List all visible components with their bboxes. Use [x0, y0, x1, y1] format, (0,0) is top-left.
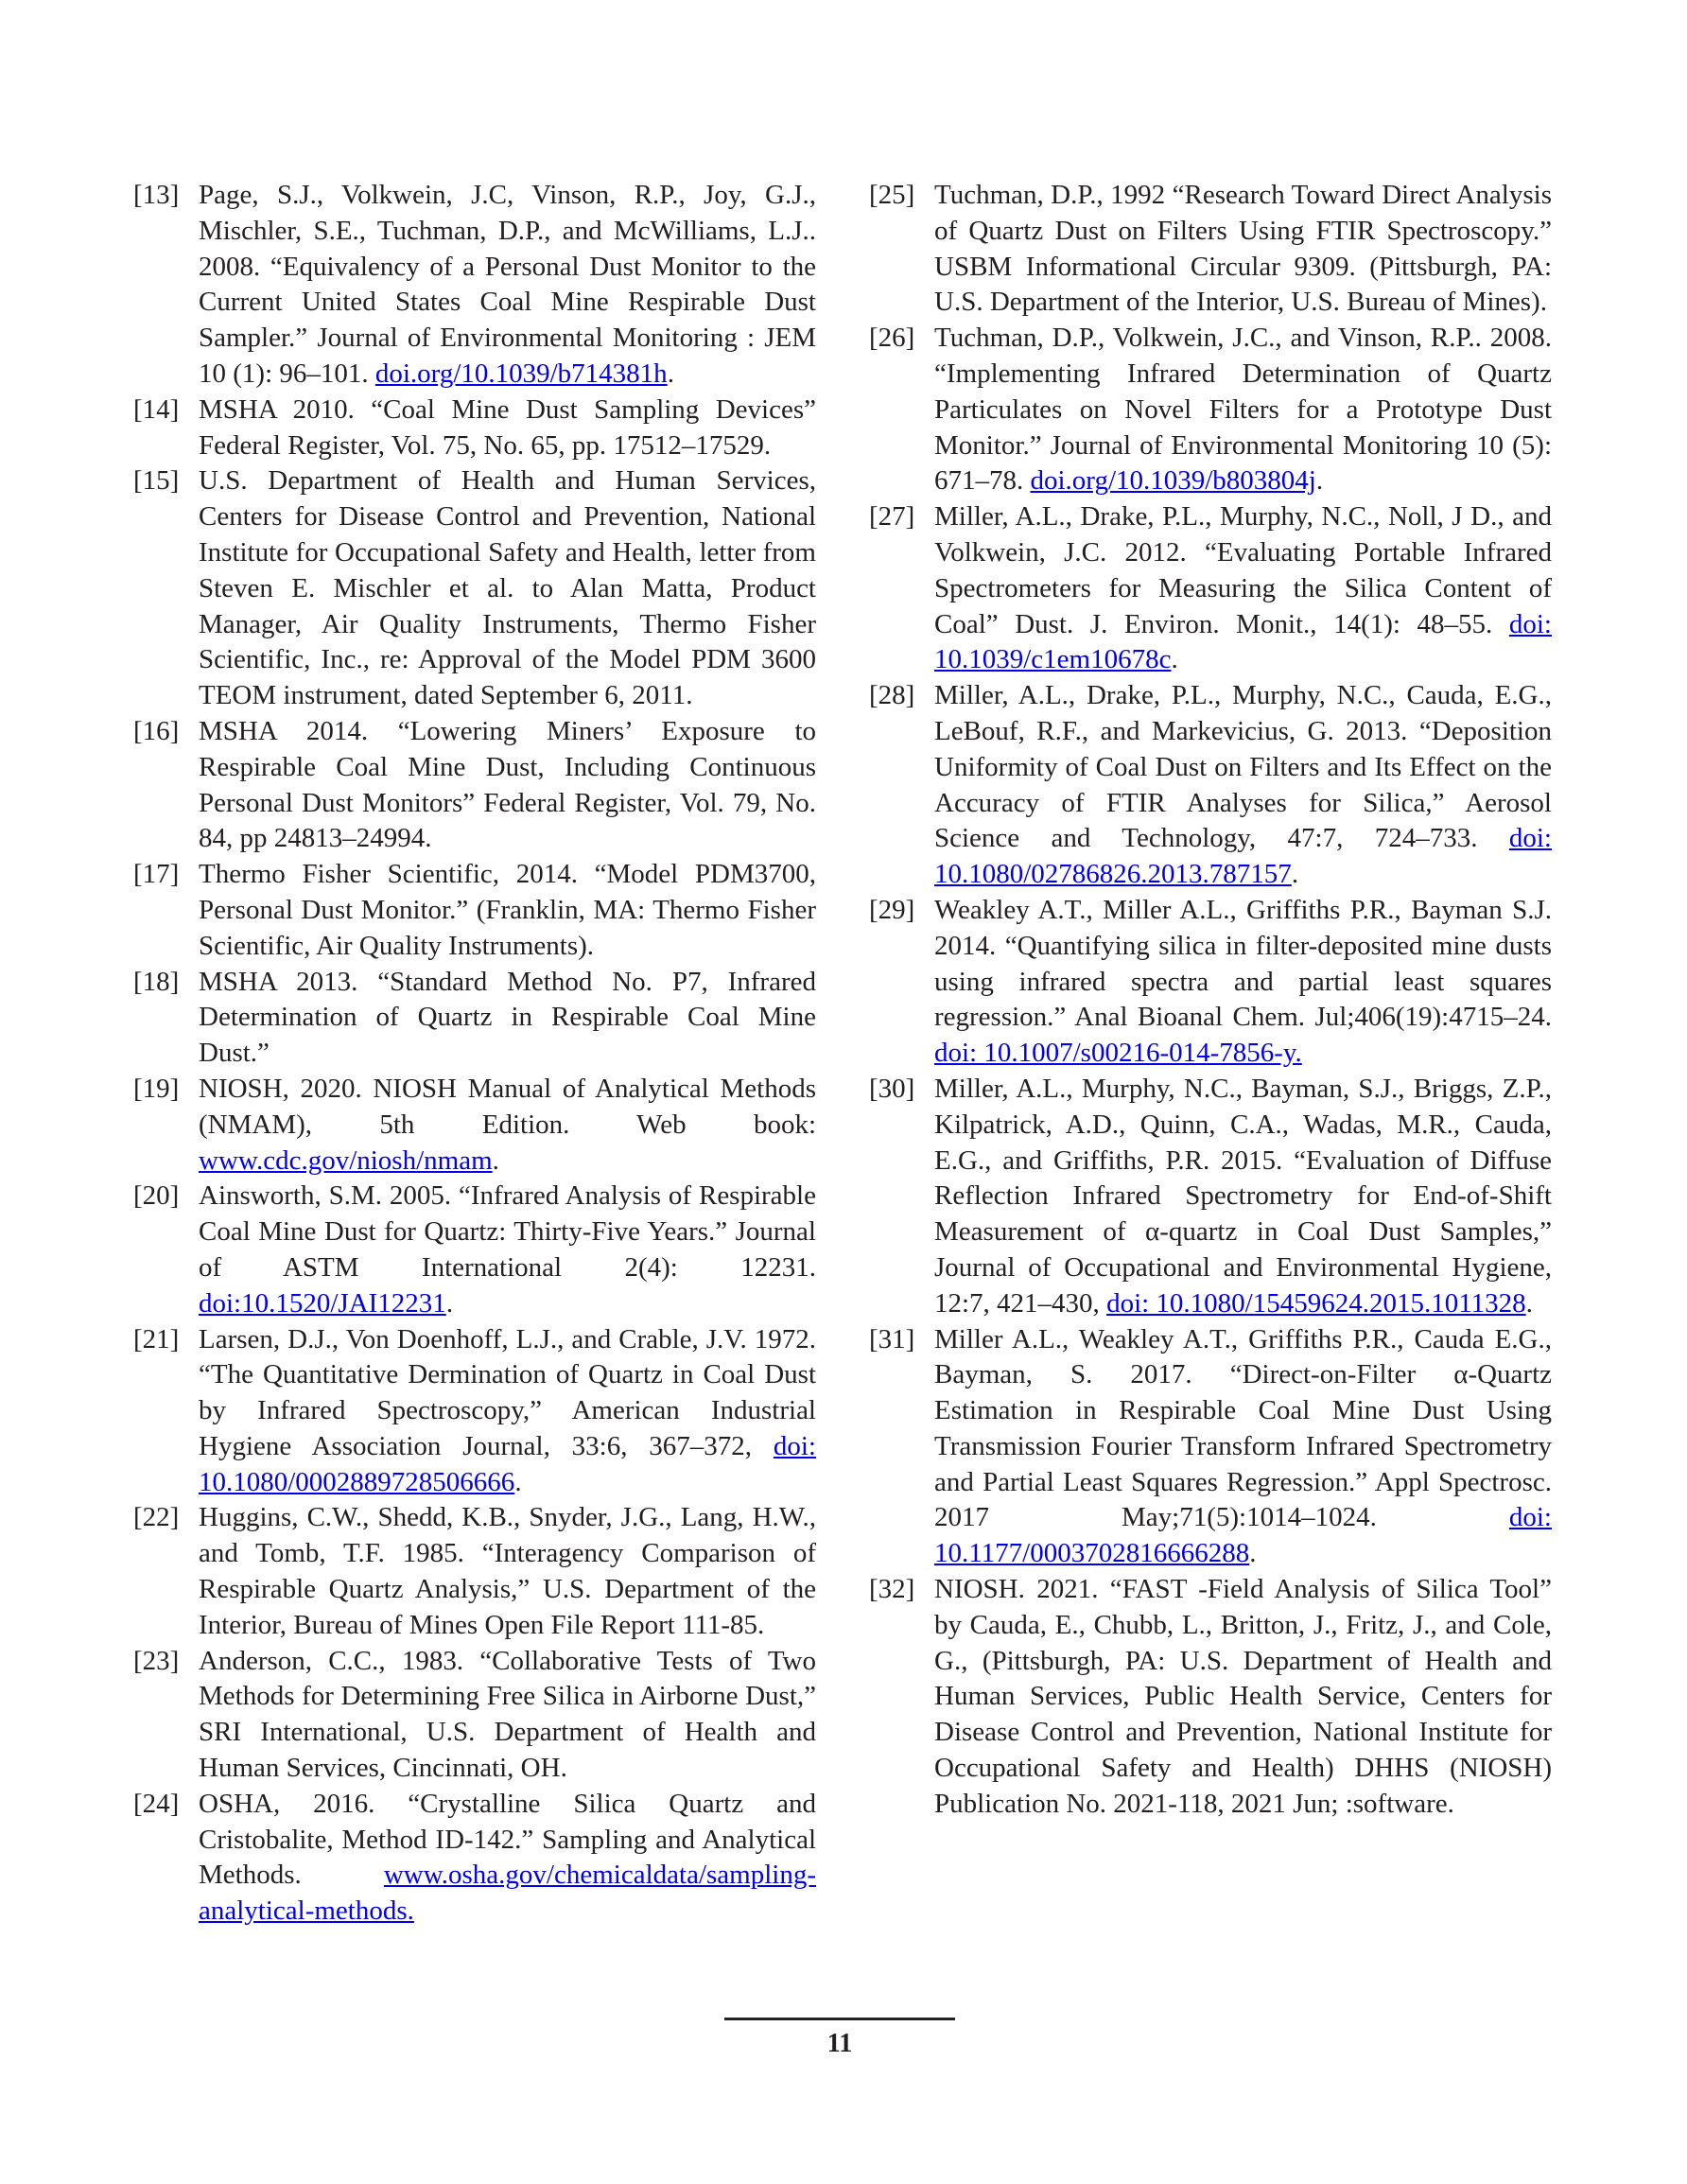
reference-text — [199, 1644, 816, 1787]
reference-trailing-punctuation: . — [445, 1287, 454, 1319]
reference-trailing-punctuation: . — [1315, 465, 1324, 497]
reference-citation: U.S. Department of Health and Human Services, Centers for Disease Control and Prevention, National Institute for Occupational Safety and Health, letter from Steven E. Mischler et al. to Alan Matta, Product Manager, Air Quality Instruments, Thermo Fisher Scientific, Inc., re: Approval of the Model PDM 3600 TEOM instrument, dated September 6, 2011. — [199, 465, 816, 711]
reference-link[interactable]: doi: 10.1177/0003702816666288 — [934, 1502, 1552, 1569]
reference-entry — [133, 1179, 816, 1321]
reference-citation: Tuchman, D.P., Volkwein, J.C., and Vinson, R.P.. 2008. “Implementing Infrared Determination of Quartz Particulates on Novel Filters for a Prototype Dust Monitor.” Journal of Environmental Monitoring 10 (5): 671–78. — [934, 323, 1552, 497]
reference-citation: MSHA 2014. “Lowering Miners’ Exposure to Respirable Coal Mine Dust, Including Continuous Personal Dust Monitors” Federal Register, Vol. 79, No. 84, pp 24813–24994. — [199, 715, 816, 854]
reference-citation: MSHA 2010. “Coal Mine Dust Sampling Devices” Federal Register, Vol. 75, No. 65, pp. 17512–17529. — [199, 393, 816, 461]
references-column-left — [133, 178, 816, 1930]
reference-link[interactable]: doi: 10.1080/02786826.2013.787157 — [934, 823, 1552, 890]
reference-citation: OSHA, 2016. “Crystalline Silica Quartz and Cristobalite, Method ID-142.” Sampling and Analytical Methods. — [199, 1788, 816, 1891]
reference-number: [15] — [133, 465, 180, 497]
reference-citation: Weakley A.T., Miller A.L., Griffiths P.R., Bayman S.J. 2014. “Quantifying silica in filter-deposited mine dusts using infrared spectra and partial least squares regression.” Anal Bioanal Chem. Jul;406(19):4715–24. — [934, 894, 1552, 1033]
reference-link[interactable]: doi.org/10.1039/b714381h — [374, 358, 668, 389]
reference-text — [199, 1322, 816, 1501]
reference-link[interactable]: doi:10.1520/JAI12231 — [199, 1287, 446, 1319]
reference-entry — [869, 1322, 1552, 1573]
reference-link[interactable]: doi: 10.1080/15459624.2015.1011328 — [1106, 1287, 1526, 1319]
reference-link[interactable]: www.osha.gov/chemicaldata/sampling-analytical-methods. — [199, 1860, 816, 1927]
reference-text — [199, 1787, 816, 1930]
reference-text — [934, 499, 1552, 678]
reference-entry — [133, 178, 816, 393]
reference-entry — [869, 178, 1552, 321]
reference-number: [24] — [133, 1788, 180, 1819]
reference-number: [32] — [869, 1574, 915, 1605]
reference-number: [28] — [869, 680, 915, 711]
reference-entry — [133, 1322, 816, 1501]
reference-number: [17] — [133, 859, 180, 890]
reference-citation: Thermo Fisher Scientific, 2014. “Model PDM3700, Personal Dust Monitor.” (Franklin, MA: Thermo Fisher Scientific, Air Quality Instruments). — [199, 859, 816, 961]
page-number: 11 — [826, 2029, 853, 2058]
reference-link[interactable]: doi: 10.1080/0002889728506666 — [199, 1430, 816, 1497]
reference-number: [14] — [133, 393, 180, 425]
reference-entry — [133, 714, 816, 857]
reference-entry — [869, 321, 1552, 499]
reference-text — [199, 463, 816, 714]
reference-citation: Ainsworth, S.M. 2005. “Infrared Analysis of Respirable Coal Mine Dust for Quartz: Thirty-Five Years.” Journal of ASTM International 2(4): 12231. — [199, 1180, 816, 1283]
reference-citation: Huggins, C.W., Shedd, K.B., Snyder, J.G., Lang, H.W., and Tomb, T.F. 1985. “Interagency Comparison of Respirable Quartz Analysis,” U.S. Department of the Interior, Bureau of Mines Open File Report 111-85. — [199, 1502, 816, 1640]
reference-citation: MSHA 2013. “Standard Method No. P7, Infrared Determination of Quartz in Respirable Coal Mine Dust.” — [199, 966, 816, 1069]
reference-entry — [133, 1072, 816, 1179]
reference-entry — [869, 1572, 1552, 1823]
reference-citation: Tuchman, D.P., 1992 “Research Toward Direct Analysis of Quartz Dust on Filters Using FTIR Spectroscopy.” USBM Informational Circular 9309. (Pittsburgh, PA: U.S. Department of the Interior, U.S. Bureau of Mines). — [934, 180, 1552, 318]
reference-trailing-punctuation: . — [492, 1144, 499, 1176]
reference-entry — [133, 463, 816, 714]
references-column-right — [869, 178, 1552, 1823]
reference-entry — [133, 965, 816, 1072]
reference-number: [25] — [869, 180, 915, 210]
reference-citation: Miller, A.L., Drake, P.L., Murphy, N.C., Cauda, E.G., LeBouf, R.F., and Markevicius, G. 2013. “Deposition Uniformity of Coal Dust on Filters and Its Effect on the Accuracy of FTIR Analyses for Silica,” Aerosol Science and Technology, 47:7, 724–733. — [934, 680, 1552, 854]
reference-entry — [133, 1500, 816, 1643]
reference-number: [18] — [133, 966, 180, 997]
reference-text — [934, 678, 1552, 893]
reference-text — [934, 1572, 1552, 1823]
reference-entry — [133, 857, 816, 964]
reference-number: [20] — [133, 1180, 180, 1212]
reference-citation: Miller, A.L., Drake, P.L., Murphy, N.C., Noll, J D., and Volkwein, J.C. 2012. “Evaluating Portable Infrared Spectrometers for Measuring the Silica Content of Coal” Dust. J. Environ. Monit., 14(1): 48–55. — [934, 501, 1552, 639]
reference-number: [16] — [133, 715, 180, 746]
reference-trailing-punctuation: . — [514, 1466, 522, 1497]
reference-entry — [869, 893, 1552, 1072]
reference-entry — [133, 393, 816, 464]
reference-text — [934, 178, 1552, 321]
reference-text — [199, 965, 816, 1072]
reference-text — [199, 857, 816, 964]
reference-number: [21] — [133, 1323, 180, 1354]
reference-number: [13] — [133, 180, 180, 210]
reference-text — [199, 393, 816, 464]
reference-entry — [133, 1787, 816, 1930]
reference-text — [199, 714, 816, 857]
reference-citation: Page, S.J., Volkwein, J.C, Vinson, R.P., Joy, G.J., Mischler, S.E., Tuchman, D.P., and McWilliams, L.J.. 2008. “Equivalency of a Personal Dust Monitor to the Current United States Coal Mine Respirable Dust Sampler.” Journal of Environmental Monitoring : JEM 10 (1): 96–101. — [199, 180, 816, 389]
reference-text — [934, 321, 1552, 499]
reference-trailing-punctuation: . — [1171, 644, 1178, 675]
reference-trailing-punctuation: . — [1291, 859, 1299, 890]
reference-number: [30] — [869, 1073, 915, 1104]
reference-link[interactable]: doi: 10.1039/c1em10678c — [934, 608, 1552, 675]
reference-text — [199, 1072, 816, 1179]
reference-citation: NIOSH, 2020. NIOSH Manual of Analytical Methods (NMAM), 5th Edition. Web book: — [199, 1073, 816, 1140]
reference-entry — [869, 499, 1552, 678]
reference-number: [27] — [869, 501, 915, 533]
reference-entry — [133, 1644, 816, 1787]
reference-link[interactable]: www.cdc.gov/niosh/nmam — [199, 1144, 493, 1176]
reference-link[interactable]: doi.org/10.1039/b803804j — [1030, 465, 1316, 497]
reference-trailing-punctuation: . — [1249, 1538, 1257, 1569]
reference-number: [26] — [869, 323, 915, 354]
reference-citation: Miller, A.L., Murphy, N.C., Bayman, S.J., Briggs, Z.P., Kilpatrick, A.D., Quinn, C.A., Wadas, M.R., Cauda, E.G., and Griffiths, P.R. 2015. “Evaluation of Diffuse Reflection Infrared Spectrometry for End-of-Shift Measurement of α-quartz in Coal Dust Samples,” Journal of Occupational and Environmental Hygiene, 12:7, 421–430, — [934, 1073, 1552, 1319]
reference-text — [199, 1179, 816, 1321]
reference-number: [23] — [133, 1645, 180, 1676]
reference-link[interactable]: doi: 10.1007/s00216-014-7856-y. — [934, 1038, 1302, 1069]
reference-text — [934, 893, 1552, 1072]
reference-text — [199, 1500, 816, 1643]
reference-trailing-punctuation: . — [1525, 1287, 1533, 1319]
reference-number: [22] — [133, 1502, 180, 1533]
reference-trailing-punctuation: . — [667, 358, 674, 389]
reference-citation: NIOSH. 2021. “FAST -Field Analysis of Silica Tool” by Cauda, E., Chubb, L., Britton, J., Fritz, J., and Cole, G., (Pittsburgh, PA: U.S. Department of Health and Human Services, Public Health Service, Centers for Disease Control and Prevention, National Institute for Occupational Safety and Health) DHHS (NIOSH) Publication No. 2021-118, 2021 Jun; :software. — [934, 1574, 1552, 1819]
reference-text — [199, 178, 816, 393]
footer-rule — [724, 2018, 955, 2020]
reference-entry — [869, 1072, 1552, 1322]
reference-citation: Anderson, C.C., 1983. “Collaborative Tests of Two Methods for Determining Free Silica in Airborne Dust,” SRI International, U.S. Department of Health and Human Services, Cincinnati, OH. — [199, 1645, 816, 1784]
reference-entry — [869, 678, 1552, 893]
reference-number: [29] — [869, 894, 915, 925]
reference-text — [934, 1072, 1552, 1322]
reference-text — [934, 1322, 1552, 1573]
reference-citation: Larsen, D.J., Von Doenhoff, L.J., and Crable, J.V. 1972. “The Quantitative Dermination of Quartz in Coal Dust by Infrared Spectroscopy,” American Industrial Hygiene Association Journal, 33:6, 367–372, — [199, 1323, 816, 1461]
reference-number: [19] — [133, 1073, 180, 1104]
reference-citation: Miller A.L., Weakley A.T., Griffiths P.R., Cauda E.G., Bayman, S. 2017. “Direct-on-Filter α-Quartz Estimation in Respirable Coal Mine Dust Using Transmission Fourier Transform Infrared Spectrometry and Partial Least Squares Regression.” Appl Spectrosc. 2017 May;71(5):1014–1024. — [934, 1323, 1552, 1533]
reference-number: [31] — [869, 1323, 915, 1354]
